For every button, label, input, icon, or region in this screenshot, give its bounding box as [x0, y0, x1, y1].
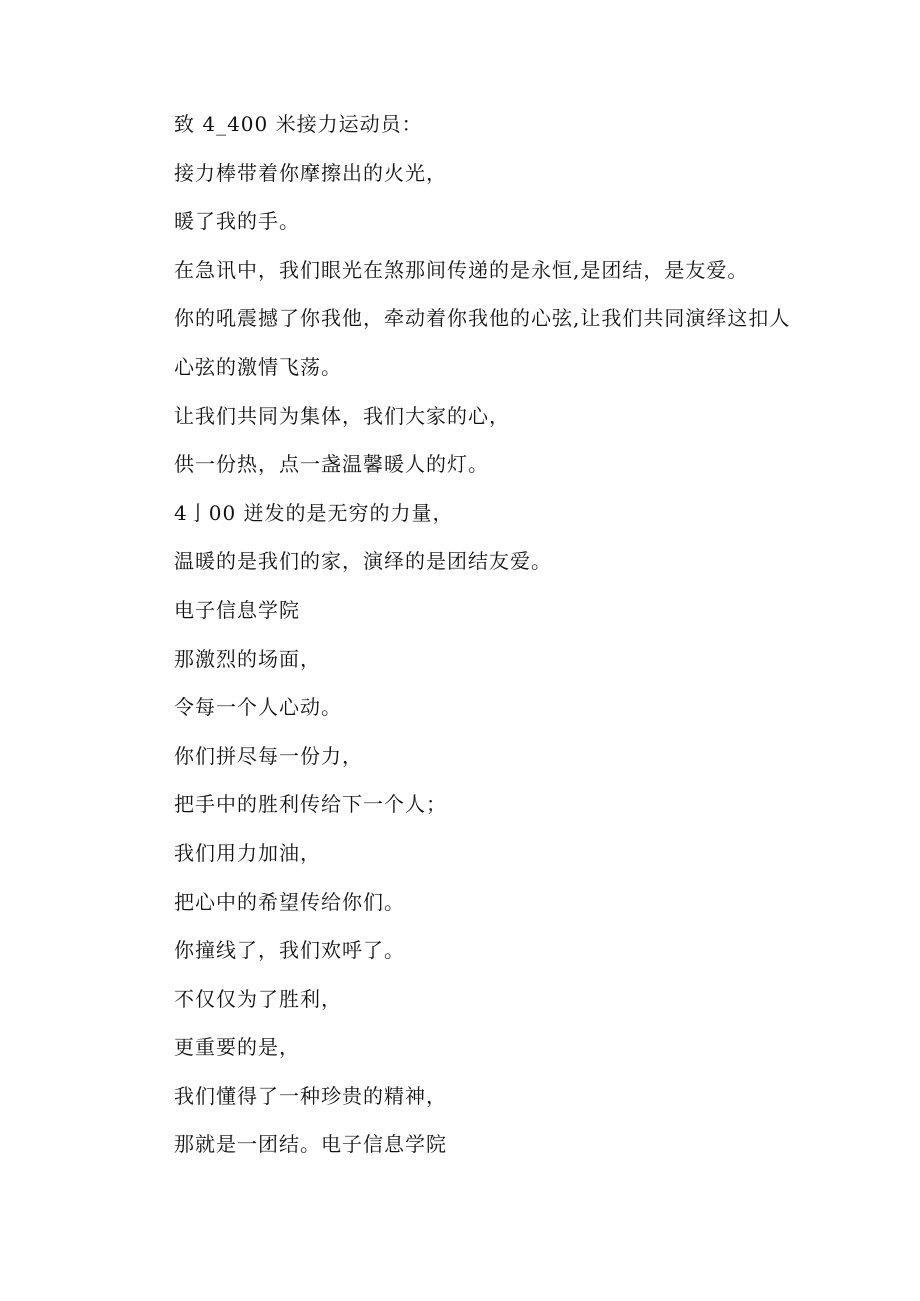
text-line: 令每一个人心动。 [174, 695, 342, 720]
poem-text [174, 112, 794, 1181]
text-line: 把手中的胜利传给下一个人； [174, 792, 447, 817]
text-line: 那就是一团结。电子信息学院 [174, 1132, 447, 1157]
text-line: 你撞线了，我们欢呼了。 [174, 938, 405, 963]
text-line: 更重要的是， [174, 1035, 300, 1060]
signature-line: 电子信息学院 [174, 597, 300, 622]
text-line: 供一份热，点一盏温馨暖人的灯。 [174, 452, 489, 477]
text-line: 暖了我的手。 [174, 209, 300, 234]
text-line: 那激烈的场面， [174, 646, 321, 671]
text-line: 我们懂得了一种珍贵的精神， [174, 1083, 447, 1108]
text-line: 让我们共同为集体，我们大家的心， [174, 403, 510, 428]
text-line: 温暖的是我们的家，演绎的是团结友爱。 [174, 549, 552, 574]
text-line: 心弦的激情飞荡。 [174, 354, 342, 379]
text-line: 致 4_400 米接力运动员： [174, 112, 423, 136]
text-line: 你的吼震撼了你我他，牵动着你我他的心弦,让我们共同演绎这扣人 [174, 306, 791, 331]
text-line: 在急讯中，我们眼光在煞那间传递的是永恒,是团结，是友爱。 [174, 257, 749, 282]
text-line: 不仅仅为了胜利， [174, 986, 342, 1011]
text-line: 接力棒带着你摩擦出的火光， [174, 160, 447, 185]
text-line: 我们用力加油， [174, 840, 321, 865]
text-line: 4亅00 迸发的是无穷的力量， [174, 500, 454, 525]
text-line: 你们拼尽每一份力， [174, 743, 363, 768]
text-line: 把心中的希望传给你们。 [174, 889, 405, 914]
